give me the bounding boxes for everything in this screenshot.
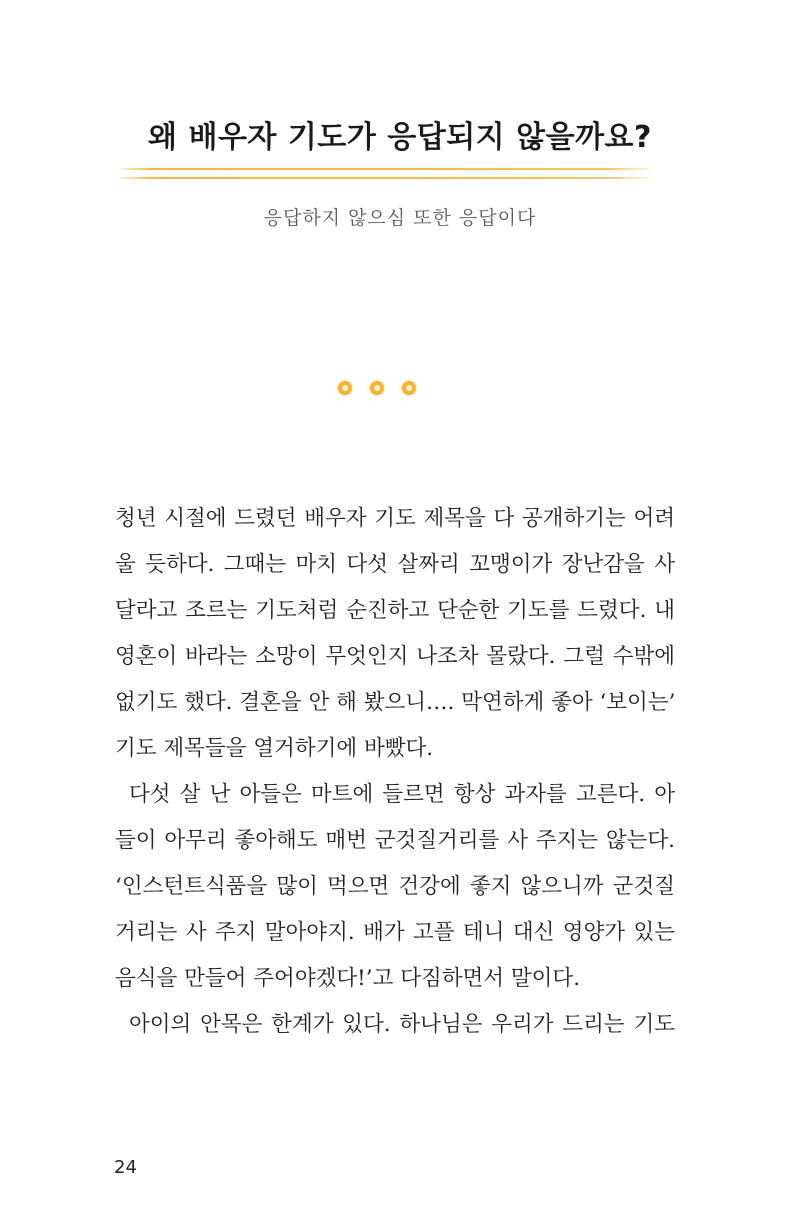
ornament-dot-icon — [338, 381, 352, 395]
title-underline-top — [120, 168, 650, 170]
section-ornament — [338, 381, 416, 395]
body-line: ‘인스턴트식품을 많이 먹으면 건강에 좋지 않으니까 군것질 — [115, 874, 675, 899]
ornament-dot-icon — [402, 381, 416, 395]
body-line: 달라고 조르는 기도처럼 순진하고 단순한 기도를 드렸다. 내 — [115, 598, 675, 623]
body-line: 거리는 사 주지 말아야지. 배가 고플 테니 대신 영양가 있는 — [115, 920, 675, 945]
body-line-paragraph-start: 다섯 살 난 아들은 마트에 들르면 항상 과자를 고른다. 아 — [129, 782, 675, 807]
body-line: 들이 아무리 좋아해도 매번 군것질거리를 사 주지는 않는다. — [115, 828, 675, 853]
body-line: 영혼이 바라는 소망이 무엇인지 나조차 몰랐다. 그럴 수밖에 — [115, 644, 675, 669]
body-line: 울 듯하다. 그때는 마치 다섯 살짜리 꼬맹이가 장난감을 사 — [115, 552, 675, 577]
body-line: 기도 제목들을 열거하기에 바빴다. — [115, 736, 434, 761]
body-text — [115, 496, 675, 1048]
chapter-subtitle: 응답하지 않으심 또한 응답이다 — [263, 207, 537, 229]
body-line: 청년 시절에 드렸던 배우자 기도 제목을 다 공개하기는 어려 — [115, 506, 675, 531]
body-line: 없기도 했다. 결혼을 안 해 봤으니…. 막연하게 좋아 ‘보이는’ — [115, 690, 676, 715]
title-underline-bottom — [120, 177, 650, 179]
page-number: 24 — [114, 1157, 137, 1178]
chapter-title: 왜 배우자 기도가 응답되지 않을까요? — [148, 120, 652, 155]
body-line-paragraph-start: 아이의 안목은 한계가 있다. 하나님은 우리가 드리는 기도 — [129, 1012, 675, 1037]
body-line: 음식을 만들어 주어야겠다!’고 다짐하면서 말이다. — [115, 966, 581, 991]
ornament-dot-icon — [370, 381, 384, 395]
